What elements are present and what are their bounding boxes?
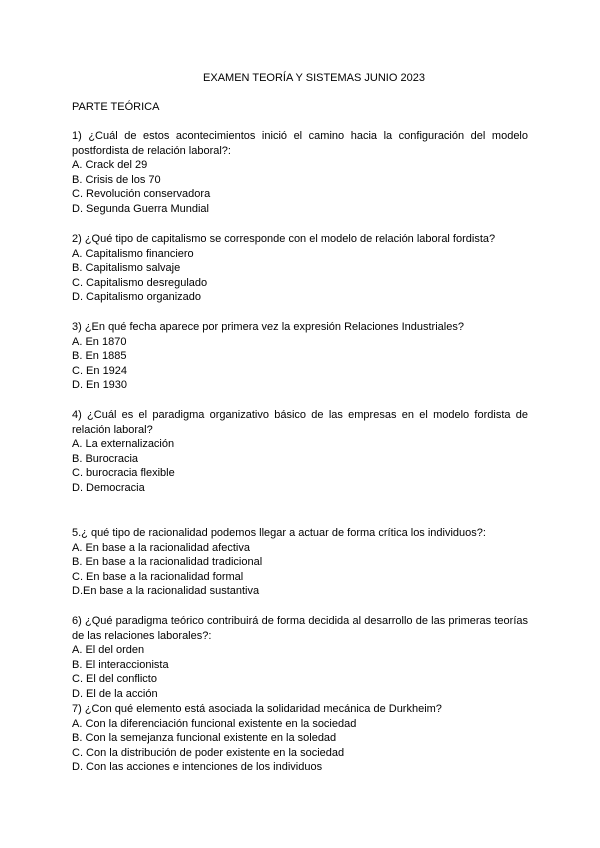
section-heading: PARTE TEÓRICA — [72, 101, 160, 113]
option-a: A. La externalización — [72, 438, 175, 451]
option-c: C. Revolución conservadora — [72, 188, 211, 201]
option-c: C. burocracia flexible — [72, 467, 175, 480]
option-d: D. Segunda Guerra Mundial — [72, 202, 209, 215]
option-b: B. El interaccionista — [72, 658, 169, 671]
option-a: A. Con la diferenciación funcional existente en la sociedad — [72, 717, 357, 730]
question-stem: 7) ¿Con qué elemento está asociada la solidaridad mecánica de Durkheim? — [72, 703, 442, 715]
question-stem: 2) ¿Qué tipo de capitalismo se corresponde con el modelo de relación laboral fordista? — [72, 233, 496, 245]
option-c: C. Con la distribución de poder existente en la sociedad — [72, 746, 345, 759]
option-a: A. En 1870 — [72, 335, 127, 348]
option-a: A. Crack del 29 — [72, 159, 148, 172]
option-a: A. Capitalismo financiero — [72, 247, 194, 260]
question-stem: 6) ¿Qué paradigma teórico contribuirá de forma decidida al desarrollo de las primeras teorías de las relaciones laborales?: — [72, 615, 528, 642]
option-b: B. Capitalismo salvaje — [72, 262, 181, 275]
option-a: A. El del orden — [72, 644, 145, 657]
option-d: D. Con las acciones e intenciones de los individuos — [72, 761, 323, 774]
option-a: A. En base a la racionalidad afectiva — [72, 541, 250, 554]
exam-title: EXAMEN TEORÍA Y SISTEMAS JUNIO 2023 — [203, 72, 425, 84]
question-stem: 5.¿ qué tipo de racionalidad podemos llegar a actuar de forma crítica los individuos?: — [72, 527, 486, 539]
question-6 — [72, 614, 528, 702]
question-7 — [72, 702, 528, 775]
question-stem: 1) ¿Cuál de estos acontecimientos inició el camino hacia la configuración del modelo postfordista de relación laboral?: — [72, 130, 528, 157]
option-b: B. Burocracia — [72, 452, 139, 465]
option-c: C. En 1924 — [72, 364, 128, 377]
question-stem: 4) ¿Cuál es el paradigma organizativo básico de las empresas en el modelo fordista de relación laboral? — [72, 409, 528, 436]
option-c: C. El del conflicto — [72, 673, 157, 686]
option-d: D.En base a la racionalidad sustantiva — [72, 585, 260, 598]
option-b: B. En 1885 — [72, 350, 127, 363]
question-3 — [72, 320, 528, 393]
option-b: B. Con la semejanza funcional existente en la soledad — [72, 732, 337, 745]
option-d: D. El de la acción — [72, 687, 158, 700]
option-c: C. Capitalismo desregulado — [72, 276, 208, 289]
question-5 — [72, 526, 528, 599]
option-b: B. En base a la racionalidad tradicional — [72, 556, 263, 569]
question-2 — [72, 232, 528, 305]
option-b: B. Crisis de los 70 — [72, 173, 161, 186]
question-stem: 3) ¿En qué fecha aparece por primera vez la expresión Relaciones Industriales? — [72, 321, 464, 333]
option-c: C. En base a la racionalidad formal — [72, 570, 244, 583]
question-4 — [72, 408, 528, 496]
option-d: D. Capitalismo organizado — [72, 291, 202, 304]
option-d: D. Democracia — [72, 481, 145, 494]
question-1 — [72, 129, 528, 217]
option-d: D. En 1930 — [72, 379, 128, 392]
